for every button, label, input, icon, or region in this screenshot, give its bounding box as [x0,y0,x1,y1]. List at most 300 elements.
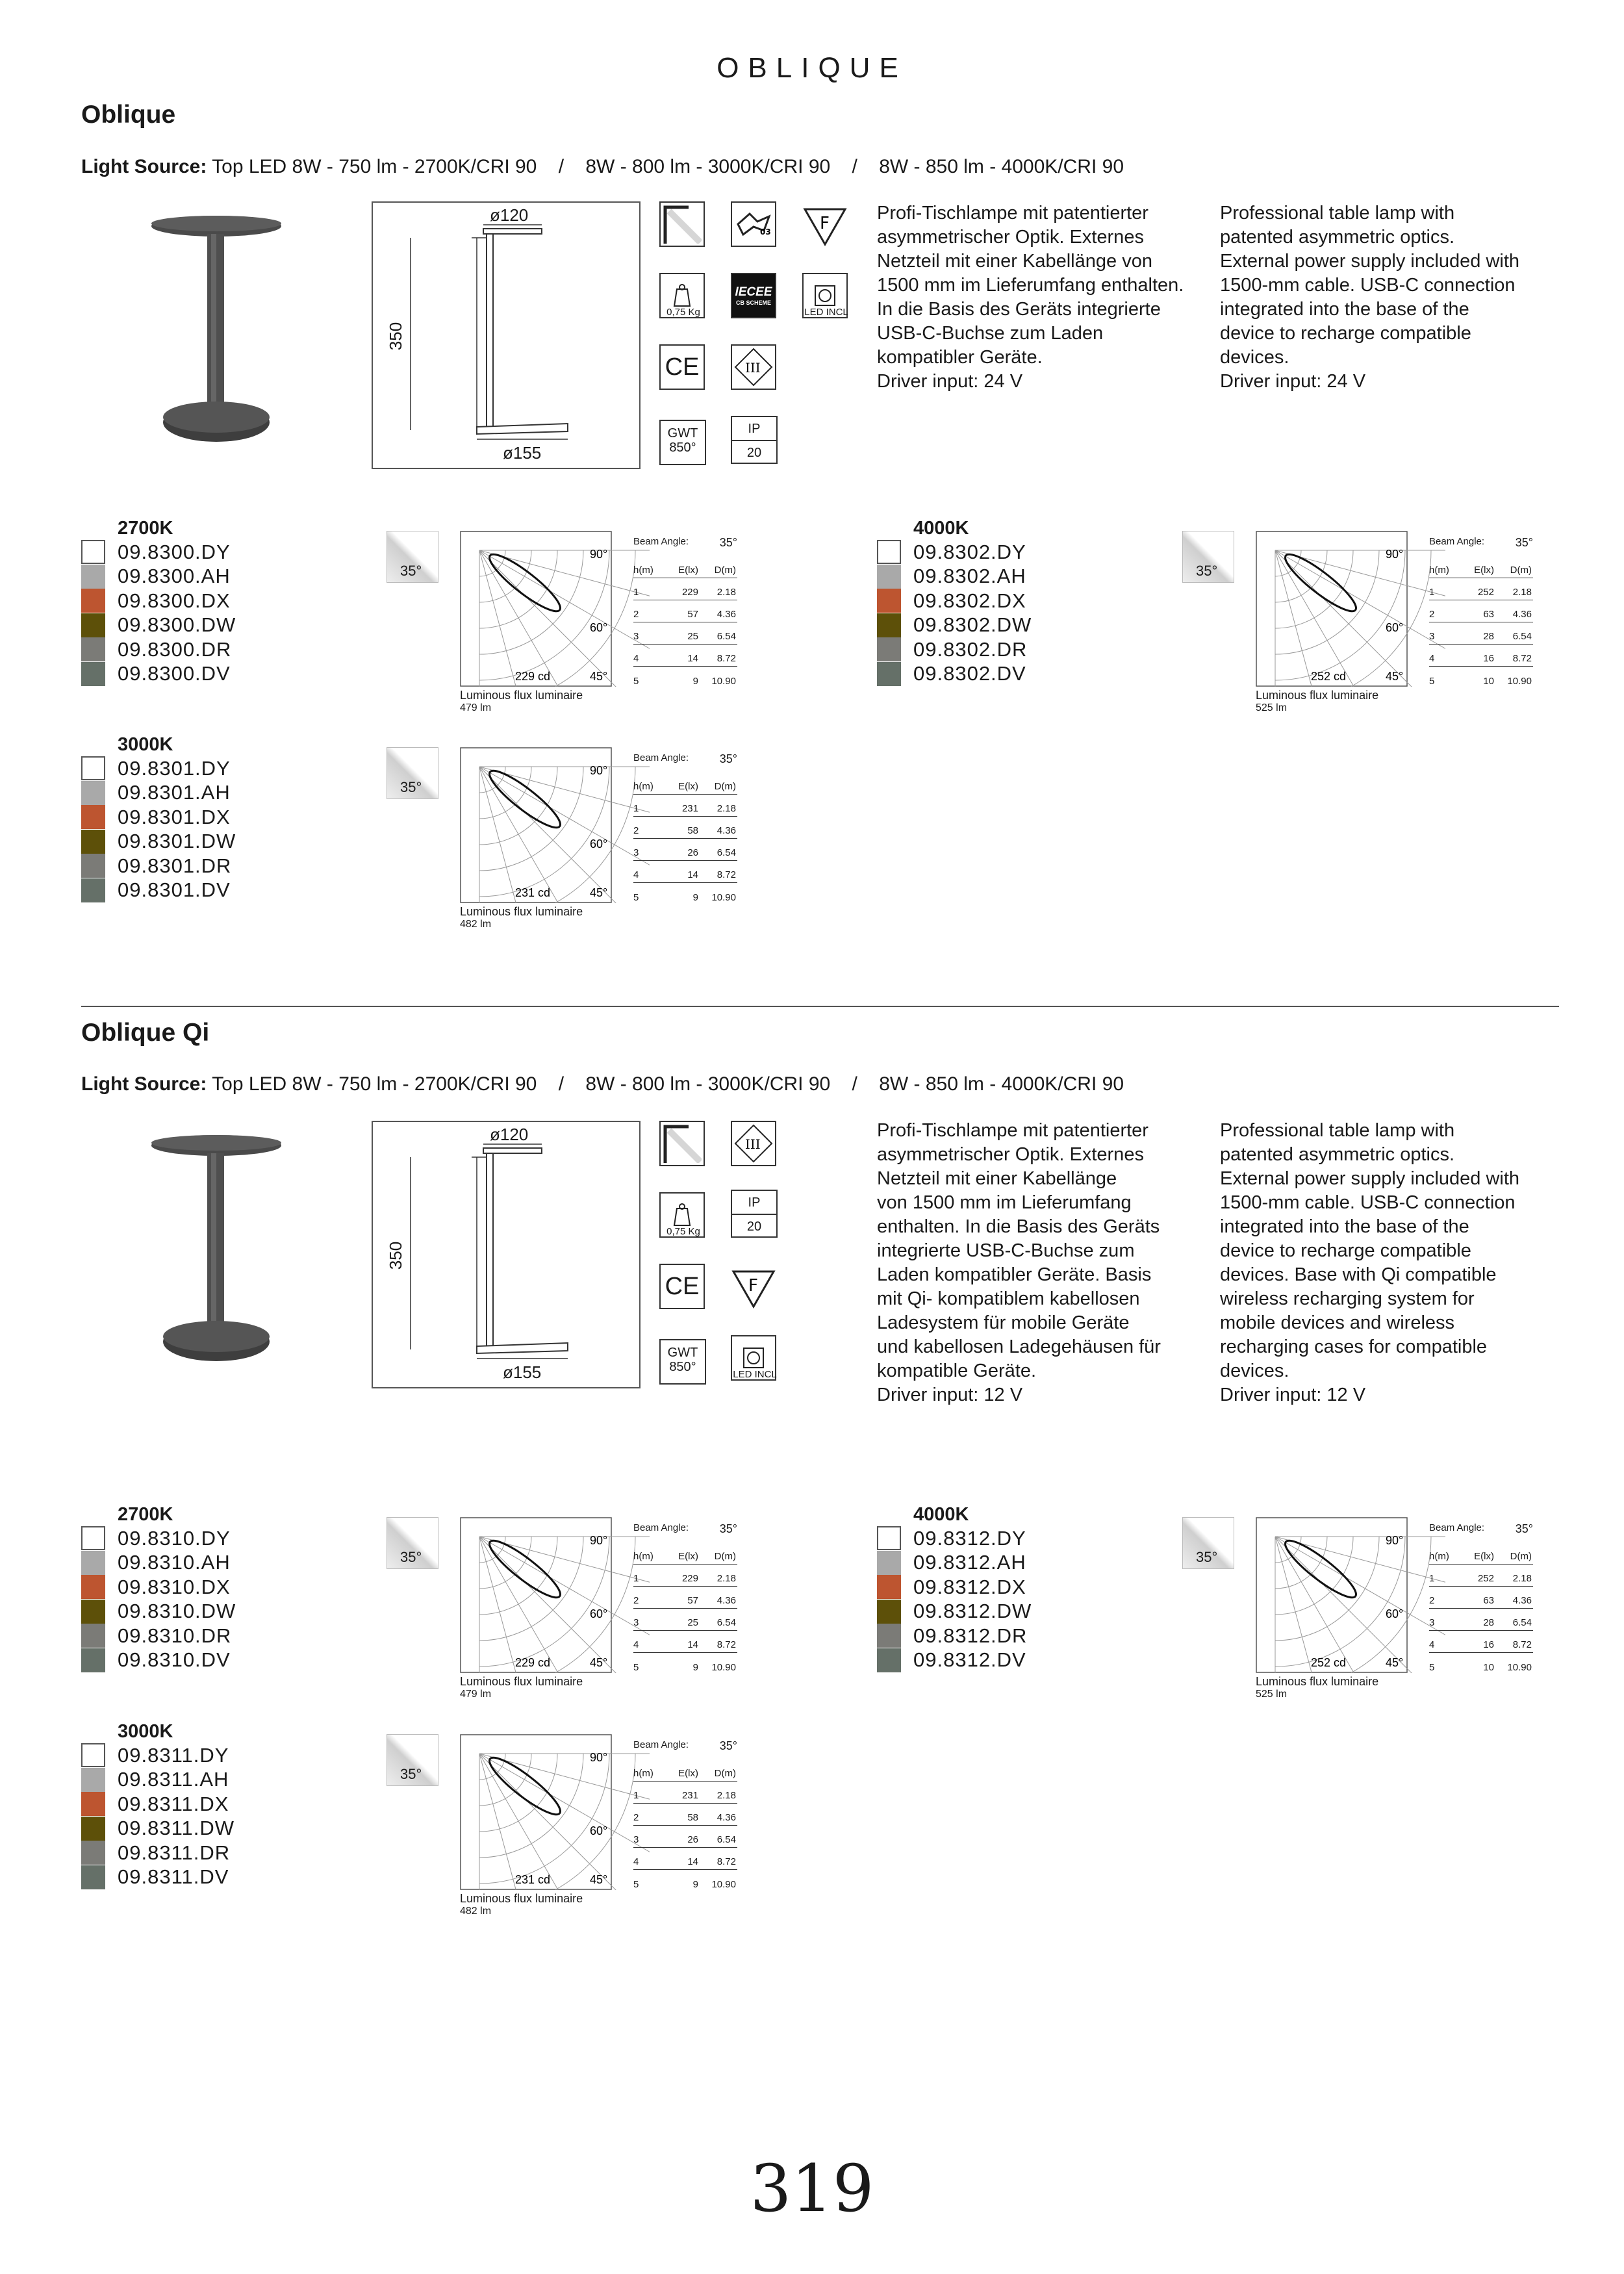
table-cell: 4.36 [717,1595,736,1606]
color-swatch [81,781,105,805]
beam-angle-label: Beam Angle: [633,1522,689,1533]
table-row [633,1826,737,1848]
product-code-row [81,1768,302,1793]
product-code: 09.8302.DW [913,613,1032,637]
flux-label: Luminous flux luminaire [460,905,583,918]
product-code: 09.8312.DV [913,1648,1026,1672]
flux-caption [460,1675,583,1701]
table-cell: 6.54 [1512,631,1532,642]
product-code: 09.8300.DX [118,589,231,612]
flux-caption [1256,689,1378,715]
table-cell: 10.90 [711,892,736,903]
table-row [1429,1565,1533,1587]
section-title: Oblique [81,101,176,129]
product-code: 09.8302.DV [913,662,1026,685]
product-code: 09.8310.AH [118,1551,231,1574]
table-cell: 2.18 [1512,1573,1532,1584]
class-iii-icon [731,344,776,390]
color-swatch [877,637,901,661]
illuminance-table [1429,1522,1533,1675]
flux-caption [460,689,583,715]
table-cell: 14 [687,869,698,880]
dimension-drawing [372,201,641,469]
ip-label: IP [732,417,776,441]
product-code-row [81,830,302,854]
beam-angle-label: Beam Angle: [1429,536,1485,547]
product-code: 09.8311.DX [118,1792,229,1815]
class-text: III [745,1136,761,1152]
table-cell: 2.18 [717,803,736,814]
product-code-row [877,613,1098,638]
class-iii-icon [731,1121,776,1166]
table-cell: 58 [687,825,698,836]
angle-90-label: 90° [590,1751,608,1764]
product-code: 09.8311.DR [118,1841,231,1864]
angle-90-label: 90° [590,548,608,561]
weight-label: 0,75 Kg [666,1226,700,1237]
product-code: 09.8312.DY [913,1526,1026,1550]
light-source-text: Top LED 8W - 750 lm - 2700K/CRI 90 / 8W - 800 lm - 3000K/CRI 90 / 8W - 850 lm - 4000K/CRI 90 [207,1073,1124,1095]
color-swatch [81,1792,105,1816]
product-code-row [877,1600,1098,1624]
beam-angle-icon [1182,531,1234,583]
light-source [81,1073,1124,1095]
table-cell: h(m) [1429,1551,1449,1562]
product-code: 09.8311.AH [118,1768,229,1791]
color-swatch [877,662,901,686]
table-cell: 2 [1429,609,1435,620]
flux-value: 525 lm [1256,702,1288,713]
table-cell: 252 [1477,587,1494,598]
color-temperature: 2700K [118,1504,173,1525]
flux-label: Luminous flux luminaire [1256,689,1379,702]
table-cell: 9 [692,676,698,687]
product-code-row [81,1648,302,1673]
angle-45-label: 45° [1386,670,1404,683]
description-de: Profi-Tischlampe mit patentierter asymmetrischer Optik. Externes Netzteil mit einer Kabellänge von 1500 mm im Lieferumfang enthalten. In die Basis des Geräts integrierte USB-C-Buchse zum Laden kompatibler Geräte. Basis mit Qi- kompatiblem kabellosen Ladesystem für mobile Geräte und kabellosen Ladegehäusen für kompatible Geräte. Driver input: 12 V [877,1120,1161,1405]
candela-label: 231 cd [515,886,551,899]
f-mark-text: F [748,1276,758,1296]
table-cell: h(m) [633,781,653,792]
table-cell: 5 [633,1879,639,1890]
gwt-icon: GWT 850° [659,420,706,465]
table-cell: 4 [633,1856,639,1867]
flux-value: 479 lm [460,1689,492,1700]
flux-label: Luminous flux luminaire [1256,1675,1379,1688]
beam-angle-icon [387,747,438,799]
table-cell: h(m) [1429,565,1449,576]
color-swatch [877,1600,901,1624]
flux-caption [460,905,583,931]
flux-label: Luminous flux luminaire [460,1892,583,1905]
variant-list [81,1720,302,1889]
table-row [1429,600,1533,622]
table-cell: 4.36 [717,825,736,836]
table-cell: 5 [633,892,639,903]
table-cell: 2 [633,1812,639,1823]
color-swatch [877,1648,901,1672]
product-code-row [81,637,302,662]
table-cell: 16 [1483,653,1494,664]
variant-list [81,733,302,902]
table-cell: 4 [633,653,639,664]
ip-label: IP [732,1191,776,1215]
product-code-row [877,565,1098,589]
product-code-row [877,1648,1098,1673]
table-row [1429,1653,1533,1675]
table-cell: 1 [633,587,639,598]
angle-60-label: 60° [1386,1607,1404,1620]
table-row [633,1848,737,1870]
product-code: 09.8301.DX [118,805,231,828]
table-cell: 10.90 [1507,1662,1532,1673]
table-cell: E(lx) [1474,565,1494,576]
beam-angle-badge: 35° [400,1549,422,1565]
color-swatch [81,1551,105,1575]
color-swatch [81,613,105,637]
beam-angle-value: 35° [1515,1522,1533,1535]
variant-3000k [81,733,757,947]
table-cell: 63 [1483,609,1494,620]
product-code-row [81,756,302,781]
color-swatch [877,1526,901,1550]
table-cell: 58 [687,1812,698,1823]
dim-top: ø120 [490,205,529,225]
product-code-row [81,1865,302,1890]
product-code-row [81,613,302,638]
table-cell: 57 [687,609,698,620]
cb-scheme-text: CB SCHEME [735,300,771,306]
color-temperature: 2700K [118,518,173,539]
candela-label: 252 cd [1311,1656,1347,1669]
table-cell: 26 [687,847,698,858]
table-cell: 2.18 [717,1573,736,1584]
product-code-row [81,1575,302,1600]
table-cell: 6.54 [717,631,736,642]
table-row [633,817,737,839]
iecee-icon [731,273,776,318]
table-cell: D(m) [714,565,736,576]
product-code-row [877,589,1098,613]
product-code-row [81,781,302,806]
color-swatch [81,540,105,564]
table-cell: h(m) [633,1551,653,1562]
variant-list [81,1503,302,1672]
product-code: 09.8310.DW [118,1600,236,1623]
polar-diagram [1256,1517,1445,1673]
color-temperature: 3000K [118,1721,173,1742]
illuminance-table [1429,536,1533,689]
table-cell: 4.36 [1512,1595,1532,1606]
beam-angle-icon [387,531,438,583]
beam-angle-value: 35° [1515,536,1533,549]
polar-diagram [460,1734,650,1890]
dimension-lines [373,203,642,470]
product-code-row [81,1841,302,1865]
product-code: 09.8301.DW [118,830,236,853]
light-source-label: Light Source: [81,1073,207,1095]
table-cell: E(lx) [678,1551,698,1562]
table-cell: 4 [633,1639,639,1650]
table-cell: 4.36 [1512,609,1532,620]
table-cell: 10.90 [1507,676,1532,687]
lamp-photo [146,214,289,461]
product-code: 09.8300.DY [118,540,231,563]
angle-45-label: 45° [1386,1656,1404,1669]
product-code: 09.8301.AH [118,781,231,804]
angle-90-label: 90° [1386,548,1404,561]
color-swatch [81,1817,105,1841]
color-swatch [81,1768,105,1792]
table-cell: 8.72 [717,1856,736,1867]
beam-angle-value: 35° [719,1739,737,1752]
product-code: 09.8301.DV [118,878,231,902]
variant-list [877,1503,1098,1672]
color-swatch [81,756,105,780]
angle-90-label: 90° [1386,1534,1404,1547]
table-row [633,622,737,645]
table-lamp-icon [659,201,705,247]
illuminance-table [633,1522,737,1675]
table-cell: E(lx) [678,781,698,792]
beam-angle-badge: 35° [1196,563,1218,579]
table-cell: 231 [681,1790,698,1801]
light-source-label: Light Source: [81,156,207,177]
variant-3000k [81,1720,757,1934]
table-cell: D(m) [714,1768,736,1779]
color-swatch [877,540,901,564]
table-row [633,1631,737,1653]
beam-angle-value: 35° [719,1522,737,1535]
color-swatch [81,1526,105,1550]
table-row [633,795,737,817]
product-code: 09.8300.DW [118,613,236,637]
table-cell: 9 [692,1662,698,1673]
product-code: 09.8310.DR [118,1624,232,1647]
color-swatch [877,1624,901,1648]
table-cell: 8.72 [1512,653,1532,664]
table-header [633,1759,737,1782]
table-cell: 229 [681,587,698,598]
color-swatch [877,613,901,637]
table-cell: 26 [687,1834,698,1845]
variant-list [877,517,1098,686]
table-cell: 3 [1429,1617,1435,1628]
beam-angle-badge: 35° [1196,1549,1218,1565]
color-swatch [81,662,105,686]
product-code: 09.8302.AH [913,565,1026,588]
variant-4000k [877,517,1553,731]
color-temperature: 4000K [913,518,969,539]
table-row [1429,645,1533,667]
table-header [1429,556,1533,578]
angle-45-label: 45° [590,886,608,899]
table-cell: E(lx) [678,1768,698,1779]
table-cell: 14 [687,653,698,664]
product-code-row [81,540,302,565]
table-row [633,600,737,622]
table-cell: D(m) [1510,1551,1532,1562]
dim-height: 350 [386,1241,406,1270]
product-code: 09.8311.DY [118,1743,229,1767]
beam-angle-badge: 35° [400,563,422,579]
color-swatch [81,1865,105,1889]
color-swatch [81,589,105,613]
ce-mark-icon [659,1264,705,1309]
ip-value: 20 [746,446,762,460]
variant-4000k [877,1503,1553,1717]
angle-60-label: 60° [590,621,608,634]
dimension-drawing [372,1121,641,1388]
table-cell: 25 [687,1617,698,1628]
product-code: 09.8302.DR [913,637,1028,661]
page-number: 319 [750,2151,874,2227]
iecee-text: IECEE [735,285,772,299]
angle-60-label: 60° [1386,621,1404,634]
ce-text: CE [665,353,700,381]
angle-45-label: 45° [590,670,608,683]
table-cell: 10 [1483,676,1494,687]
table-row [633,645,737,667]
table-cell: 4.36 [717,609,736,620]
table-header [633,1542,737,1565]
beam-angle-badge: 35° [400,1766,422,1782]
color-swatch [81,830,105,854]
weight-icon [659,273,705,318]
table-cell: 28 [1483,631,1494,642]
table-header [633,556,737,578]
table-row [633,883,737,905]
table-cell: 2 [633,825,639,836]
table-row [633,1653,737,1675]
product-code-row [81,1817,302,1841]
svg-text:03: 03 [760,227,771,236]
table-cell: 4.36 [717,1812,736,1823]
product-code-row [877,1551,1098,1576]
table-row [1429,622,1533,645]
table-cell: 3 [633,1834,639,1845]
beam-angle-badge: 35° [400,779,422,795]
table-row [1429,1631,1533,1653]
product-code-row [81,1600,302,1624]
product-code-row [877,540,1098,565]
table-cell: 57 [687,1595,698,1606]
flux-label: Luminous flux luminaire [460,689,583,702]
table-cell: 6.54 [717,847,736,858]
table-cell: 5 [633,1662,639,1673]
table-cell: 2.18 [717,587,736,598]
flux-caption [460,1892,583,1918]
ip-rating-icon [731,416,778,464]
led-included-label: LED INCL [804,307,848,318]
table-header [1429,1542,1533,1565]
product-code-row [877,662,1098,687]
product-code: 09.8300.DV [118,662,231,685]
product-code: 09.8312.DW [913,1600,1032,1623]
angle-45-label: 45° [590,1656,608,1669]
product-code-row [877,1526,1098,1551]
table-cell: 8.72 [1512,1639,1532,1650]
candela-label: 252 cd [1311,670,1347,683]
product-code-row [81,805,302,830]
product-code: 09.8301.DY [118,756,231,780]
beam-angle-icon [387,1734,438,1786]
table-cell: 10 [1483,1662,1494,1673]
product-code-row [81,589,302,613]
product-code: 09.8310.DY [118,1526,231,1550]
product-code-row [877,1624,1098,1648]
illuminance-table [633,1739,737,1892]
description-de: Profi-Tischlampe mit patentierter asymmetrischer Optik. Externes Netzteil mit einer Kabellänge von 1500 mm im Lieferumfang enthalten. In die Basis des Geräts integrierte USB-C-Buchse zum Laden kompatibler Geräte. Driver input: 24 V [877,203,1184,392]
color-swatch [81,1575,105,1599]
table-cell: 3 [1429,631,1435,642]
product-code-row [81,1792,302,1817]
product-code-row [81,854,302,878]
table-cell: 9 [692,1879,698,1890]
led-included-icon [802,273,848,318]
product-code-row [81,1624,302,1648]
illuminance-table [633,752,737,905]
table-cell: 10.90 [711,676,736,687]
table-cell: 3 [633,631,639,642]
angle-90-label: 90° [590,764,608,777]
color-swatch [81,1624,105,1648]
beam-angle-value: 35° [719,752,737,765]
table-row [633,667,737,689]
dimension-lines [373,1122,642,1390]
beam-angle-label: Beam Angle: [633,536,689,547]
ip-value: 20 [746,1220,762,1234]
page-title: OBLIQUE [717,52,907,84]
table-cell: 2.18 [717,1790,736,1801]
flux-caption [1256,1675,1378,1701]
table-row [633,1870,737,1892]
product-code-row [877,637,1098,662]
table-cell: D(m) [714,781,736,792]
beam-angle-label: Beam Angle: [633,1739,689,1750]
table-cell: 2 [633,609,639,620]
color-swatch [877,1551,901,1575]
variant-2700k [81,1503,757,1717]
table-cell: 28 [1483,1617,1494,1628]
table-row [1429,667,1533,689]
product-code-row [81,1551,302,1576]
table-row [1429,578,1533,600]
product-code: 09.8312.AH [913,1551,1026,1574]
table-cell: 231 [681,803,698,814]
color-swatch [81,805,105,829]
ip-rating-icon [731,1190,778,1238]
angle-60-label: 60° [590,837,608,850]
product-code-row [81,878,302,903]
polar-diagram [460,531,650,687]
table-cell: 5 [1429,1662,1435,1673]
description-en: Professional table lamp with patented asymmetric optics. External power supply included with 1500-mm cable. USB-C connection integrated into the base of the device to recharge compatible devices. Base with Qi compatible wireless recharging system for mobile devices and wireless recharging cases for compatible devices. Driver input: 12 V [1220,1120,1520,1405]
product-code-row [81,1526,302,1551]
flux-value: 525 lm [1256,1689,1288,1700]
table-cell: 6.54 [1512,1617,1532,1628]
product-code: 09.8302.DY [913,540,1026,563]
product-code: 09.8312.DX [913,1575,1026,1598]
table-cell: 9 [692,892,698,903]
table-row [633,839,737,861]
table-cell: 5 [633,676,639,687]
table-row [633,1804,737,1826]
beam-angle-icon [387,1517,438,1569]
candela-label: 229 cd [515,670,551,683]
table-header [633,773,737,795]
product-code: 09.8312.DR [913,1624,1028,1647]
